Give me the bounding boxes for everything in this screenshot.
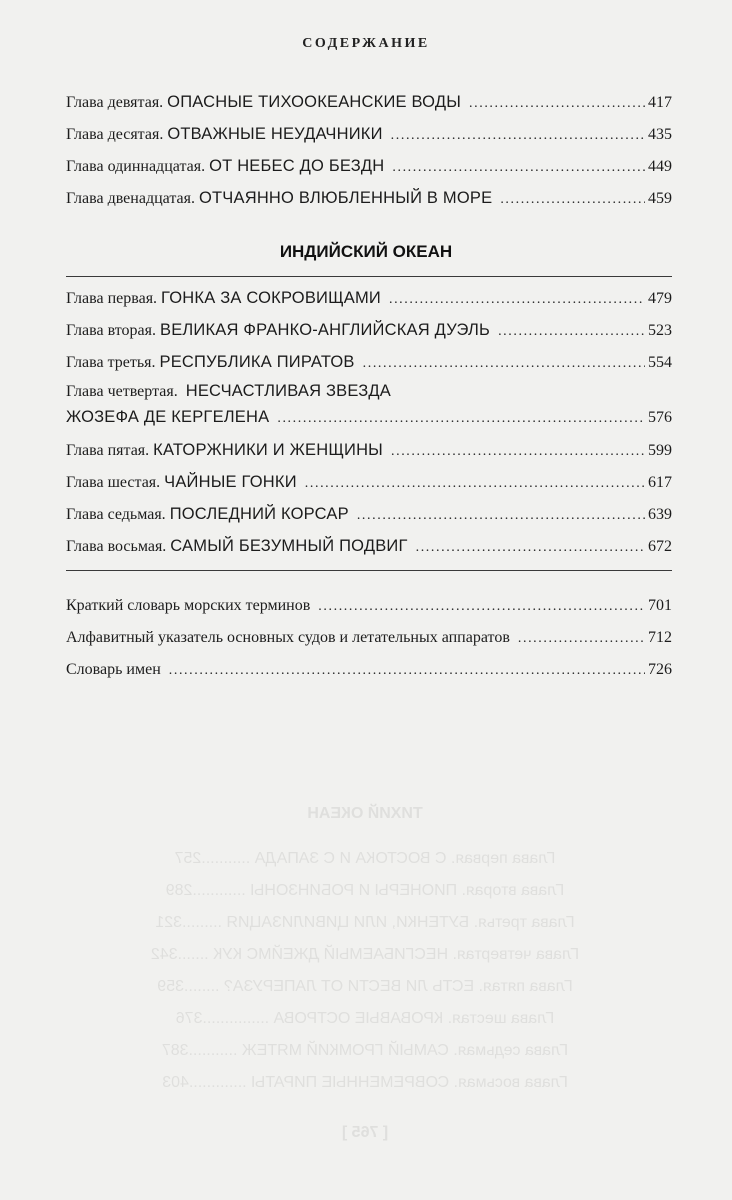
bleed-through-text: [ 765 ]	[341, 1124, 389, 1141]
bleed-through-text: Глава шестая. КРОВАВЫЕ ОСТРОВА ...............376	[175, 1010, 555, 1027]
leader-dots	[416, 532, 645, 564]
chapter-title: КАТОРЖНИКИ И ЖЕНЩИНЫ	[153, 441, 383, 459]
chapter-label: Глава десятая.	[66, 126, 164, 143]
leader-dots	[305, 468, 645, 500]
leader-dots	[277, 406, 645, 432]
page-number: 599	[648, 442, 672, 459]
chapter-label: Глава седьмая.	[66, 506, 166, 523]
section-title: ИНДИЙСКИЙ ОКЕАН	[279, 242, 453, 261]
appendix-title: Краткий словарь морских терминов	[66, 597, 311, 614]
chapter-title: ВЕЛИКАЯ ФРАНКО-АНГЛИЙСКАЯ ДУЭЛЬ	[159, 321, 491, 339]
toc-entry[interactable]	[66, 346, 672, 378]
toc-entry[interactable]	[66, 466, 672, 498]
toc-part-pacific-end	[66, 86, 672, 214]
bleed-through-text: Глава восьмая. СОВРЕМЕННЫЕ ПИРАТЫ .............403	[162, 1074, 568, 1091]
chapter-title: ПОСЛЕДНИЙ КОРСАР	[169, 505, 349, 523]
leader-dots	[169, 655, 645, 687]
toc-entry[interactable]	[66, 182, 672, 214]
page-number: 639	[648, 506, 672, 523]
leader-dots	[391, 436, 645, 468]
bleed-through-text: ТИХИЙ ОКЕАН	[307, 805, 423, 822]
chapter-title: НЕСЧАСТЛИВАЯ ЗВЕЗДА	[185, 382, 391, 400]
toc-entry[interactable]	[66, 86, 672, 118]
page-number: 523	[648, 322, 672, 339]
page-number: 712	[648, 629, 672, 646]
toc-appendix	[66, 590, 672, 686]
page-number: 449	[648, 158, 672, 175]
chapter-label: Глава вторая.	[66, 322, 156, 339]
page-number: 617	[648, 474, 672, 491]
leader-dots	[392, 152, 645, 184]
page-number: 417	[648, 94, 672, 111]
chapter-label: Глава пятая.	[66, 442, 150, 459]
chapter-title: ОТ НЕБЕС ДО БЕЗДН	[209, 157, 385, 175]
page-header: СОДЕРЖАНИЕ	[302, 36, 430, 51]
page-number: 479	[648, 290, 672, 307]
toc-entry[interactable]	[66, 498, 672, 530]
bleed-through-text: Глава третья. БУТЕНКИ, ИЛИ ЦИВИЛИЗАЦИЯ .........321	[155, 914, 575, 931]
toc-entry[interactable]	[66, 282, 672, 314]
bleed-through-text: Глава четвертая. НЕСГИБАЕМЫЙ ДЖЕЙМС КУК .......342	[150, 946, 580, 963]
toc-entry[interactable]	[66, 378, 672, 434]
toc-entry[interactable]	[66, 590, 672, 622]
chapter-title: РЕСПУБЛИКА ПИРАТОВ	[159, 353, 355, 371]
bleed-through-text: Глава вторая. ПИОНЕРЫ И РОБИНЗОНЫ ............289	[165, 882, 565, 899]
chapter-label: Глава шестая.	[66, 474, 161, 491]
leader-dots	[469, 88, 645, 120]
leader-dots	[391, 120, 645, 152]
bleed-through-text: Глава седьмая. САМЫЙ ГРОМКИЙ МЯТЕЖ ...........387	[161, 1042, 569, 1059]
leader-dots	[363, 348, 645, 380]
chapter-label: Глава четвертая.	[66, 383, 178, 400]
page-number: 576	[648, 409, 672, 426]
page-number: 459	[648, 190, 672, 207]
page-number: 554	[648, 354, 672, 371]
chapter-title: ОТЧАЯННО ВЛЮБЛЕННЫЙ В МОРЕ	[198, 189, 493, 207]
appendix-title: Словарь имен	[66, 661, 161, 678]
appendix-title: Алфавитный указатель основных судов и летательных аппаратов	[66, 629, 510, 646]
leader-dots	[500, 184, 645, 216]
leader-dots	[318, 591, 645, 623]
chapter-label: Глава первая.	[66, 290, 158, 307]
section-rule-bottom	[66, 570, 672, 571]
page-number: 701	[648, 597, 672, 614]
toc-entry[interactable]	[66, 654, 672, 686]
leader-dots	[389, 284, 645, 316]
chapter-title: САМЫЙ БЕЗУМНЫЙ ПОДВИГ	[170, 537, 408, 555]
chapter-title-continued: ЖОЗЕФА ДЕ КЕРГЕЛЕНА	[66, 408, 270, 426]
toc-entry[interactable]	[66, 530, 672, 562]
page-number: 435	[648, 126, 672, 143]
chapter-title: ОТВАЖНЫЕ НЕУДАЧНИКИ	[167, 125, 383, 143]
chapter-title: ЧАЙНЫЕ ГОНКИ	[164, 473, 297, 491]
chapter-title: ОПАСНЫЕ ТИХООКЕАНСКИЕ ВОДЫ	[167, 93, 462, 111]
toc-entry[interactable]	[66, 150, 672, 182]
bleed-through-text: Глава пятая. ЕСТЬ ЛИ ВЕСТИ ОТ ЛАПЕРУЗА? ........359	[157, 978, 573, 995]
toc-entry[interactable]	[66, 622, 672, 654]
chapter-title: ГОНКА ЗА СОКРОВИЩАМИ	[161, 289, 381, 307]
chapter-label: Глава третья.	[66, 354, 156, 371]
chapter-label: Глава восьмая.	[66, 538, 167, 555]
page-number: 672	[648, 538, 672, 555]
toc-entry[interactable]	[66, 314, 672, 346]
toc-part-indian-ocean	[66, 282, 672, 562]
leader-dots	[498, 316, 645, 348]
page-number: 726	[648, 661, 672, 678]
section-rule-top	[66, 276, 672, 277]
chapter-label: Глава двенадцатая.	[66, 190, 195, 207]
bleed-through-text: Глава первая. С ВОСТОКА И С ЗАПАДА ...........257	[174, 850, 556, 867]
toc-entry[interactable]	[66, 434, 672, 466]
chapter-label: Глава одиннадцатая.	[66, 158, 206, 175]
leader-dots	[518, 623, 645, 655]
toc-entry[interactable]	[66, 118, 672, 150]
leader-dots	[357, 500, 645, 532]
chapter-label: Глава девятая.	[66, 94, 164, 111]
